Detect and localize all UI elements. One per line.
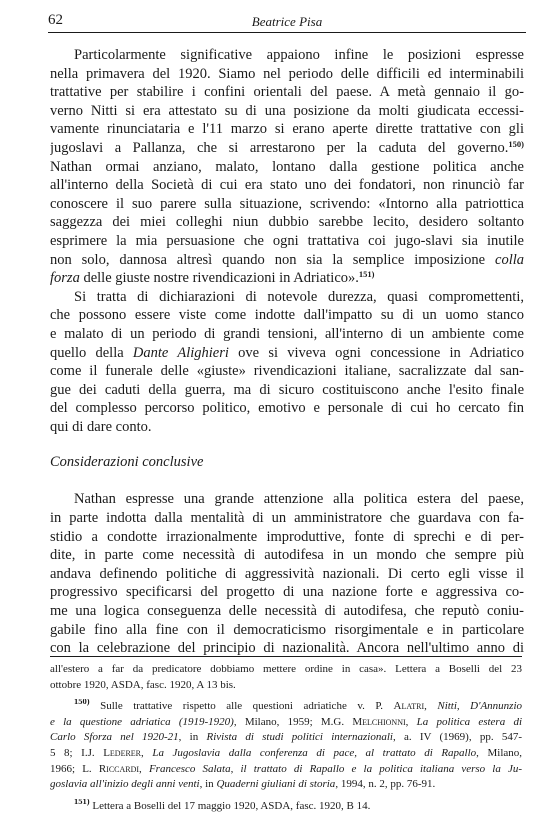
text-line: conoscere il suo parere sulla situazione, scrivendo: «Intorno alla patriottica <box>50 195 524 212</box>
text-line <box>50 251 524 270</box>
text-span: , in <box>178 731 199 744</box>
text-line: trattative per stabilire i confini orientali del paese. A metà gennaio il go- <box>50 84 524 101</box>
text-span: non solo, dannosa altresì quando non sia la semplice imposizione <box>50 251 486 268</box>
text-span: Lettera a Boselli del 17 maggio 1920, ASDA, fasc. 1920, B 14. <box>92 799 371 812</box>
footnote-line <box>50 799 522 815</box>
page-header <box>48 10 526 33</box>
author-name: Melchionni <box>352 715 406 728</box>
author-name: Lederer <box>103 746 142 759</box>
text-line: vamente rinunciataria e l'11 marzo si erano aperte dirette trattative con gli <box>50 121 524 138</box>
text-span: , in <box>199 778 214 791</box>
text-line: come il funerale delle «giuste» rivendicazioni italiane, sacralizzate dal san- <box>50 363 524 380</box>
text-line: all'interno della Società di cui era stato uno dei fondatori, non rinunciò far <box>50 177 524 194</box>
text-line: verno Nitti si era attestato su di una posizione da molti giudicata eccessi- <box>50 102 524 119</box>
author-name: Riccardi <box>98 762 140 775</box>
paragraph <box>50 46 524 288</box>
footnote-line: ottobre 1920, ASDA, fasc. 1920, A 13 bis. <box>50 678 236 691</box>
footnote-marker[interactable]: 151) <box>358 269 375 280</box>
text-line: con la celebrazione del principio di nazionalità. Ancora nell'ultimo anno di <box>50 640 524 657</box>
text-line: stidio a condotte irrazionalmente improduttive, fonte di sprechi e di per- <box>50 528 524 545</box>
italic-span: La politica estera di <box>416 715 522 728</box>
italic-span: Francesco Salata, il trattato di Rapallo e la politica italiana verso la Ju- <box>148 762 522 775</box>
text-line: progressivo specificarsi del progetto di una nazione forte e aggressiva co- <box>50 584 524 601</box>
italic-span: La Jugoslavia dalla conferenza di pace, al trattato di Rapallo <box>152 746 477 759</box>
italic-span: Carlo Sforza nel 1920-21 <box>50 731 179 744</box>
text-line: gue dei caduti della guerra, ma di sicuro costituiscono anche l'esito finale <box>50 381 524 398</box>
text-line: andava definendo politiche di aggressività nazionali. Di certo egli visse il <box>50 565 524 582</box>
text-line <box>50 139 524 158</box>
italic-span: colla <box>495 251 524 268</box>
footnote-number: 151) <box>74 798 90 806</box>
paragraph <box>50 490 524 657</box>
text-span: 1966; L. <box>50 762 92 775</box>
footnote-line <box>50 777 522 793</box>
footnote-line: 1966; L. Riccardi, Francesco Salata, il trattato di Rapallo e la politica italiana verso la Ju- <box>50 762 522 775</box>
page-number: 62 <box>48 12 63 28</box>
text-line: nella primavera del 1920. Siamo nel periodo delle difficili ed interminabili <box>50 65 524 82</box>
text-span: delle giuste nostre rivendicazioni in Adriatico». <box>83 270 359 287</box>
italic-span: forza <box>50 270 80 287</box>
footnote-line: e la questione adriatica (1919-1920), Milano, 1959; M.G. Melchionni, La politica estera di <box>50 715 522 728</box>
running-head: Beatrice Pisa <box>251 14 323 29</box>
text-line: saggezza dei miei colleghi niun dubbio sarebbe lecito, desidero soltanto <box>50 214 524 231</box>
text-span: jugoslavi a Pallanza, che si arrestarono per la caduta del governo. <box>50 139 509 156</box>
text-line <box>50 344 524 363</box>
text-line: Nathan espresse una grande attenzione alla politica estera del paese, <box>74 491 524 508</box>
text-line: Si tratta di dichiarazioni di notevole durezza, quasi compromettenti, <box>74 288 524 305</box>
footnote-divider <box>50 656 522 657</box>
text-line: gabile fino alla fine con il democraticismo risorgimentale e in particolare <box>50 621 524 638</box>
text-line: e malato di un periodo di grandi tensioni, all'interno di un ambiente come <box>50 325 524 342</box>
text-line: in parte indotta dalla mentalità di un amministratore che guardava con fa- <box>50 510 524 527</box>
text-span: , a. IV (1969), pp. 547- <box>392 731 522 744</box>
text-line: Particolarmente significative appaiono infine le posizioni espresse <box>74 47 524 63</box>
italic-span: Nitti, D'Annunzio <box>437 700 522 713</box>
text-line: qui di dare conto. <box>50 418 152 435</box>
text-span: , Milano, 1959; M.G. <box>233 715 345 728</box>
italic-span: Dante Alighieri <box>132 344 229 361</box>
text-line: del complesso percorso politico, emotivo e personale di cui ho cercato fin <box>50 400 524 417</box>
text-span: quello della <box>50 344 124 361</box>
text-span: Sulle trattative rispetto alle questioni adriatiche v. P. <box>100 700 383 713</box>
text-line: che possono essere viste come indotte dall'impatto su di un uomo stanco <box>50 307 524 324</box>
text-line: esprimere la mia persuasione che ogni trattativa coi jugo-slavi sia inutile <box>50 232 524 249</box>
italic-span: goslavia all'inizio degli anni venti <box>50 778 200 791</box>
italic-span: Quaderni giuliani di storia <box>216 778 336 791</box>
text-line: Nathan ormai anziano, malato, lontano dalla gestione politica anche <box>50 158 524 175</box>
text-span: , Milano, <box>476 746 522 759</box>
author-name: Alatri <box>393 700 425 713</box>
footnote-line: all'estero a far da predicatore dobbiamo mettere ordine in casa». Lettera a Boselli del 23 <box>50 663 522 675</box>
footnote-line: 5 8; I.J. Lederer, La Jugoslavia dalla conferenza di pace, al trattato di Rapallo, Milano, <box>50 746 522 759</box>
spacer <box>50 471 524 490</box>
footnote-number: 150) <box>74 699 90 707</box>
text-span: , 1994, n. 2, pp. 76-91. <box>335 778 436 791</box>
footnote-line <box>50 730 522 746</box>
main-text <box>50 46 524 658</box>
text-line <box>50 269 524 288</box>
spacer <box>50 436 524 453</box>
footnote-marker[interactable]: 150) <box>508 138 524 149</box>
text-span: 5 8; I.J. <box>50 746 95 759</box>
italic-span: e la questione adriatica (1919-1920) <box>50 715 234 728</box>
text-span: ove si viveva ogni concessione in Adriatico <box>238 344 524 361</box>
footnotes <box>50 662 522 814</box>
text-line: dite, in parte come necessità di autodifesa in un mondo che sempre più <box>50 547 524 564</box>
section-title: Considerazioni conclusive <box>50 454 204 471</box>
italic-span: Rivista di studi politici internazionali <box>206 731 393 744</box>
footnote-line: $^{150)}$ Sulle trattative rispetto alle questioni adriatiche v. P. Alatri, Nitti, D'Annunzio <box>50 699 522 715</box>
paragraph <box>50 288 524 437</box>
text-line: me una logica conseguenza delle necessità di autodifesa, che reputò coniu- <box>50 603 524 620</box>
